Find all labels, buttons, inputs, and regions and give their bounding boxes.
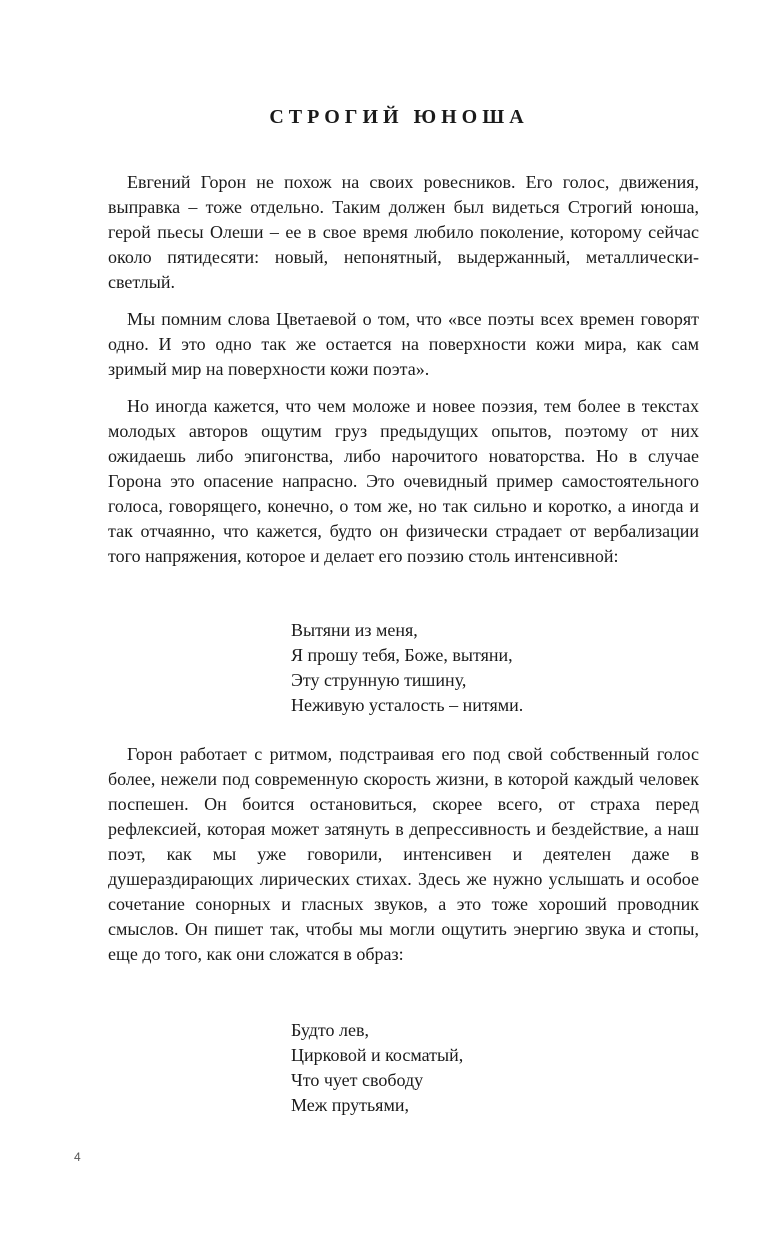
verse-quote-2 — [291, 1018, 463, 1118]
verse-line: Неживую усталость – нитями. — [291, 695, 524, 715]
chapter-title: СТРОГИЙ ЮНОША — [269, 106, 529, 128]
page-number: 4 — [74, 1150, 81, 1164]
verse-line: Будто лев, — [291, 1020, 370, 1040]
verse-line: Что чует свободу — [291, 1070, 424, 1090]
verse-line: Вытяни из меня, — [291, 620, 418, 640]
verse-line: Эту струнную тишину, — [291, 670, 467, 690]
verse-quote-1 — [291, 618, 523, 718]
text-block-intro — [108, 170, 699, 581]
paragraph-4: Горон работает с ритмом, подстраивая его под свой собственный голос более, нежели под современную скорость жизни, в которой каждый человек поспешен. Он боится остановиться, скорее всего, от страха перед рефлексией, которая может затянуть в депрессивность и бездействие, а наш поэт, как мы уже говорили, интенсивен и деятелен даже в душераздирающих лирических стихах. Здесь же нужно услышать и особое сочетание сонорных и гласных звуков, а это тоже хороший проводник смыслов. Он пишет так, чтобы мы могли ощутить энергию звука и стопы, еще до того, как они сложатся в образ: — [108, 744, 699, 964]
paragraph-3: Но иногда кажется, что чем моложе и новее поэзия, тем более в текстах молодых авторов ощутим груз предыдущих опытов, поэтому от них ожидаешь либо эпигонства, либо нарочитого новаторства. Но в случае Горона это опасение напрасно. Это очевидный пример самостоятельного голоса, говорящего, конечно, о том же, но так сильно и коротко, а иногда и так отчаянно, что кажется, будто он физически страдает от вербализации того напряжения, которое и делает его поэзию столь интенсивной: — [108, 396, 699, 566]
text-block-rhythm — [108, 742, 699, 979]
verse-line: Цирковой и косматый, — [291, 1045, 464, 1065]
verse-line: Я прошу тебя, Боже, вытяни, — [291, 645, 513, 665]
verse-line: Меж прутьями, — [291, 1095, 409, 1115]
paragraph-2: Мы помним слова Цветаевой о том, что «все поэты всех времен говорят одно. И это одно так же остается на поверхности кожи мира, как сам зримый мир на поверхности кожи поэта». — [108, 309, 699, 379]
paragraph-1: Евгений Горон не похож на своих ровесников. Его голос, движения, выправка – тоже отдельно. Таким должен был видеться Строгий юноша, герой пьесы Олеши – ее в свое время любило поколение, которому сейчас около пятидесяти: новый, непонятный, выдержанный, металлически-светлый. — [108, 172, 699, 292]
